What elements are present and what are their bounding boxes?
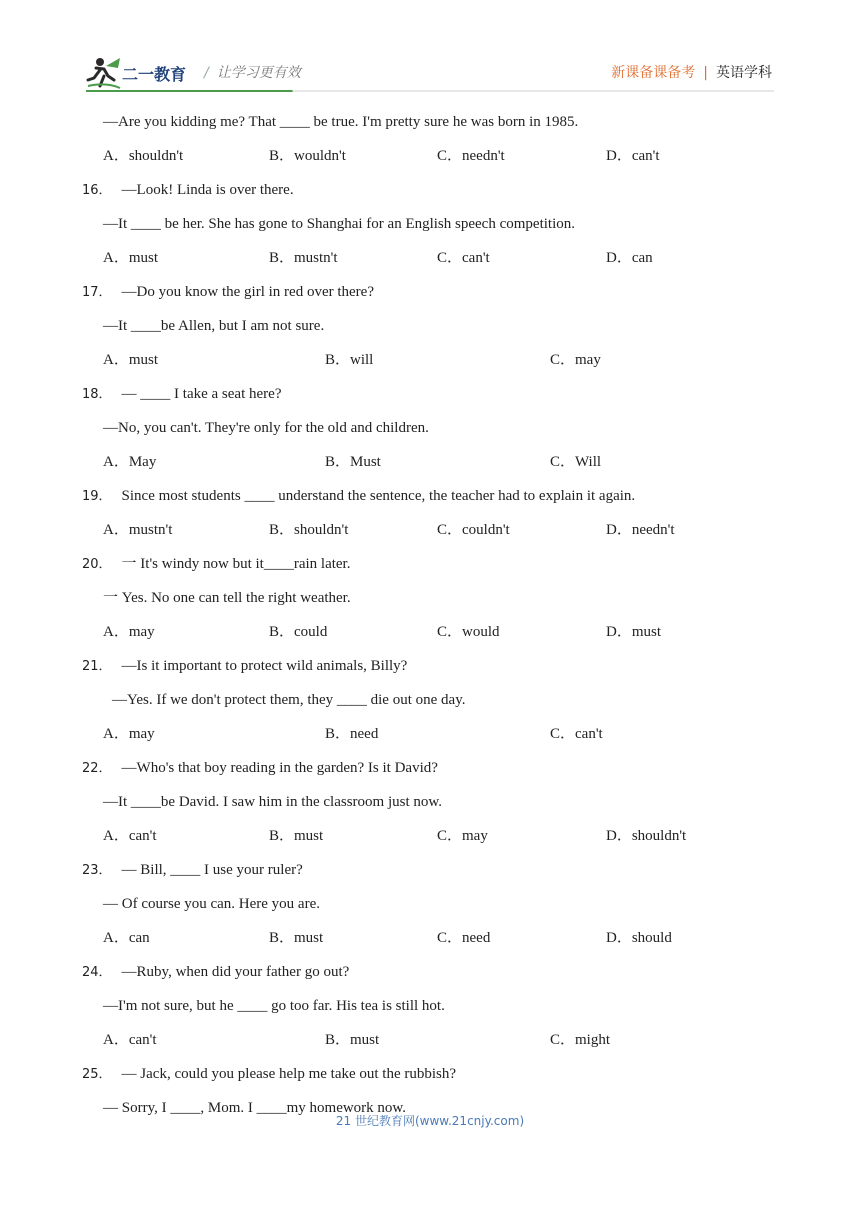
- answer-option[interactable]: C．would: [437, 624, 500, 640]
- question-dialogue-line: 一 Yes. No one can tell the right weather.: [103, 590, 351, 606]
- answer-option[interactable]: C．can't: [550, 726, 603, 742]
- question-dialogue-line: —It ____be David. I saw him in the classroom just now.: [103, 794, 442, 810]
- question-stem: 18． — ____ I take a seat here?: [82, 386, 282, 402]
- page-footer: 21 世纪教育网(www.21cnjy.com): [335, 1114, 525, 1128]
- answer-option[interactable]: A．mustn't: [103, 522, 173, 538]
- answer-option[interactable]: C．need: [437, 930, 491, 946]
- logo-icon: [86, 56, 196, 90]
- question-number: 25．: [82, 1067, 112, 1082]
- question-number: 23．: [82, 863, 112, 878]
- answer-option[interactable]: B．mustn't: [269, 250, 338, 266]
- subject-label: 英语学科: [716, 65, 772, 81]
- question-stem: —Are you kidding me? That ____ be true. I'm pretty sure he was born in 1985.: [103, 114, 579, 130]
- answer-option[interactable]: D．needn't: [606, 522, 675, 538]
- answer-option[interactable]: C．couldn't: [437, 522, 510, 538]
- course-label: 新课备课备考: [611, 65, 696, 81]
- question-stem: 17． —Do you know the girl in red over there?: [82, 284, 374, 300]
- answer-option[interactable]: C．may: [550, 352, 601, 368]
- answer-option[interactable]: B．must: [325, 1032, 380, 1048]
- answer-option[interactable]: A．May: [103, 454, 157, 470]
- answer-option[interactable]: A．shouldn't: [103, 148, 184, 164]
- question-dialogue-line: —No, you can't. They're only for the old and children.: [103, 420, 429, 436]
- answer-option[interactable]: A．may: [103, 726, 155, 742]
- answer-option[interactable]: B．shouldn't: [269, 522, 349, 538]
- question-stem: 23． — Bill, ____ I use your ruler?: [82, 862, 303, 878]
- answer-option[interactable]: A．can't: [103, 828, 157, 844]
- question-number: 20．: [82, 557, 112, 572]
- question-number: 24．: [82, 965, 112, 980]
- page-header: [0, 0, 860, 100]
- question-dialogue-line: —I'm not sure, but he ____ go too far. His tea is still hot.: [103, 998, 445, 1014]
- answer-option[interactable]: B．will: [325, 352, 374, 368]
- question-number: 19．: [82, 489, 112, 504]
- question-stem: 16． —Look! Linda is over there.: [82, 182, 294, 198]
- header-right: 新课备课备考 | 英语学科: [611, 65, 772, 81]
- answer-option[interactable]: D．can't: [606, 148, 660, 164]
- answer-option[interactable]: A．can: [103, 930, 150, 946]
- question-dialogue-line: —It ____be Allen, but I am not sure.: [103, 318, 325, 334]
- question-number: 21．: [82, 659, 112, 674]
- question-stem: 19． Since most students ____ understand the sentence, the teacher had to explain it again.: [82, 488, 636, 504]
- question-dialogue-line: —It ____ be her. She has gone to Shanghai for an English speech competition.: [103, 216, 575, 232]
- question-dialogue-line: —Yes. If we don't protect them, they ____ die out one day.: [112, 692, 466, 708]
- answer-option[interactable]: B．could: [269, 624, 328, 640]
- answer-option[interactable]: D．can: [606, 250, 653, 266]
- answer-option[interactable]: D．must: [606, 624, 662, 640]
- answer-option[interactable]: A．must: [103, 352, 159, 368]
- question-dialogue-line: — Of course you can. Here you are.: [103, 896, 320, 912]
- answer-option[interactable]: A．may: [103, 624, 155, 640]
- question-stem: 22． —Who's that boy reading in the garden? Is it David?: [82, 760, 438, 776]
- question-number: 22．: [82, 761, 112, 776]
- answer-option[interactable]: B．Must: [325, 454, 381, 470]
- question-dialogue-line: — Sorry, I ____, Mom. I ____my homework now.: [103, 1100, 407, 1116]
- answer-option[interactable]: A．can't: [103, 1032, 157, 1048]
- question-stem: 25． — Jack, could you please help me take out the rubbish?: [82, 1066, 457, 1082]
- answer-option[interactable]: D．shouldn't: [606, 828, 687, 844]
- answer-option[interactable]: B．must: [269, 930, 324, 946]
- answer-option[interactable]: D．should: [606, 930, 672, 946]
- question-stem: 24． —Ruby, when did your father go out?: [82, 964, 350, 980]
- answer-option[interactable]: C．might: [550, 1032, 611, 1048]
- answer-option[interactable]: C．can't: [437, 250, 490, 266]
- question-number: 17．: [82, 285, 112, 300]
- question-number: 18．: [82, 387, 112, 402]
- answer-option[interactable]: C．Will: [550, 454, 602, 470]
- answer-option[interactable]: C．needn't: [437, 148, 505, 164]
- answer-option[interactable]: A．must: [103, 250, 159, 266]
- header-divider: [86, 90, 774, 92]
- answer-option[interactable]: B．must: [269, 828, 324, 844]
- answer-option[interactable]: B．need: [325, 726, 379, 742]
- question-stem: 21． —Is it important to protect wild animals, Billy?: [82, 658, 408, 674]
- svg-text:二一教育: 二一教育: [122, 65, 187, 84]
- slogan: / 让学习更有效: [204, 65, 301, 81]
- answer-option[interactable]: B．wouldn't: [269, 148, 346, 164]
- question-stem: 20． 一 It's windy now but it____rain later.: [82, 556, 351, 572]
- answer-option[interactable]: C．may: [437, 828, 488, 844]
- question-number: 16．: [82, 183, 112, 198]
